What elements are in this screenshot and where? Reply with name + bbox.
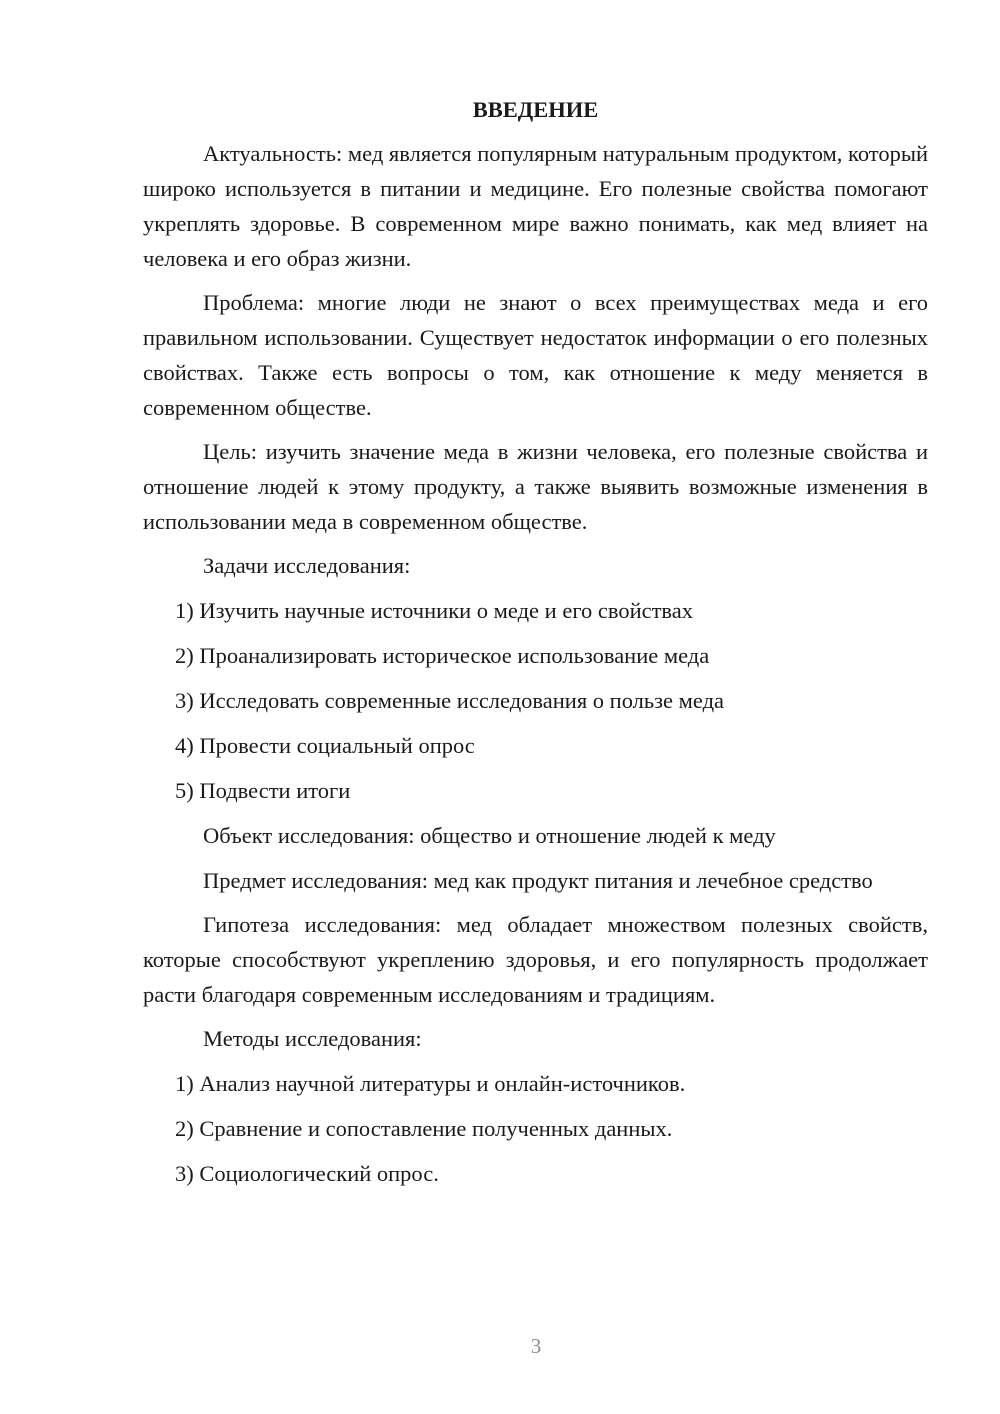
subject-paragraph: Предмет исследования: мед как продукт питания и лечебное средство bbox=[203, 868, 873, 893]
relevance-paragraph: Актуальность: мед является популярным натуральным продуктом, который широко используется в питании и медицине. Его полезные свойства помогают укреплять здоровье. В современном мире важно понимать, как мед влияет на человека и его образ жизни. bbox=[143, 141, 928, 271]
section-heading: ВВЕДЕНИЕ bbox=[472, 97, 599, 122]
list-item: 1) Анализ научной литературы и онлайн-источников. bbox=[175, 1071, 686, 1096]
page-number: 3 bbox=[530, 1334, 542, 1358]
methods-title: Методы исследования: bbox=[203, 1026, 422, 1051]
list-item: 3) Социологический опрос. bbox=[175, 1161, 439, 1186]
list-item: 4) Провести социальный опрос bbox=[175, 733, 475, 758]
list-item: 5) Подвести итоги bbox=[175, 778, 351, 803]
list-item: 2) Проанализировать историческое использование меда bbox=[175, 643, 710, 668]
list-item: 2) Сравнение и сопоставление полученных данных. bbox=[175, 1116, 673, 1141]
document-page bbox=[143, 92, 928, 1201]
methods-list bbox=[143, 1066, 928, 1191]
goal-paragraph: Цель: изучить значение меда в жизни человека, его полезные свойства и отношение людей к этому продукту, а также выявить возможные изменения в использовании меда в современном обществе. bbox=[143, 439, 928, 534]
list-item: 1) Изучить научные источники о меде и его свойствах bbox=[175, 598, 693, 623]
tasks-list bbox=[143, 593, 928, 808]
list-item: 3) Исследовать современные исследования о пользе меда bbox=[175, 688, 725, 713]
object-paragraph: Объект исследования: общество и отношение людей к меду bbox=[203, 823, 776, 848]
tasks-title: Задачи исследования: bbox=[203, 553, 411, 578]
hypothesis-paragraph: Гипотеза исследования: мед обладает множеством полезных свойств, которые способствуют укреплению здоровья, и его популярность продолжает расти благодаря современным исследованиям и традициям. bbox=[143, 912, 928, 1007]
problem-paragraph: Проблема: многие люди не знают о всех преимуществах меда и его правильном использовании. Существует недостаток информации о его полезных свойствах. Также есть вопросы о том, как отношение к меду меняется в современном обществе. bbox=[143, 290, 928, 420]
